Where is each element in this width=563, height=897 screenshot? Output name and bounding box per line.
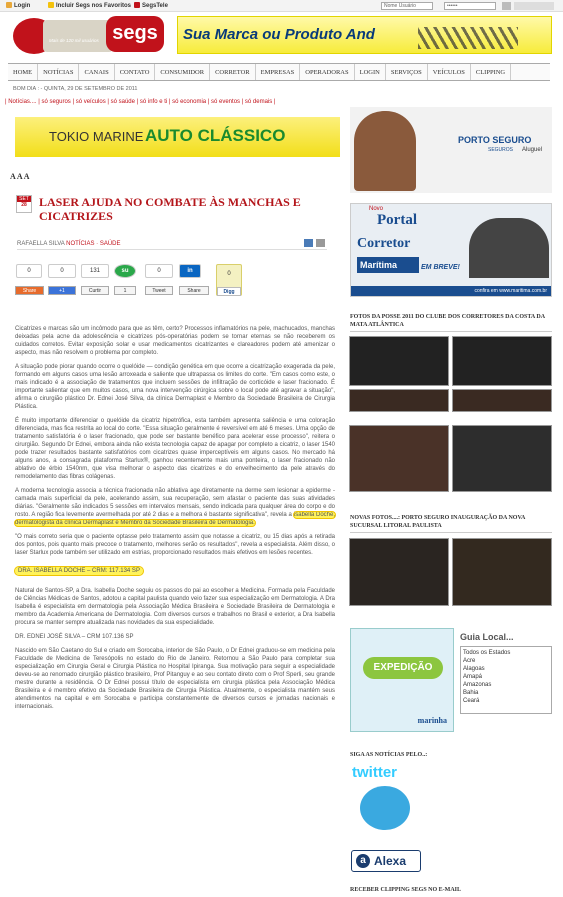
event-photo[interactable]	[452, 336, 552, 386]
twitter-bird-icon[interactable]	[360, 786, 410, 830]
tv-icon	[134, 2, 140, 8]
paragraph: "O mais correto seria que o paciente optasse pelo tratamento assim que notasse a cicatriz, ou 15 dias após a retirada dos pontos, pois quanto mais precoce o tratamento, melhores serão os resultados", revela a especialista. Além disso, o laser Starlux pode também ser utilizado em estrias, proporcionado resultados mais efetivos em lesões recentes.	[15, 534, 335, 556]
event-photo[interactable]	[452, 425, 552, 492]
logo-text: segs	[106, 16, 164, 52]
paragraph: A situação pode piorar quando ocorre o quelóide — condição genética em que ocorre a cicatrização exagerada da pele, formando em alguns casos uma lesão arroxeada e saliente que ultrapassa os limites do corte. "Em casos como este, o mais indicado é a associação de tratamentos que incluem sessões de infiltração de corticóide e laser fracionado. É importante salientar que em muitos casos, uma nova intervenção cirúrgica sobre o local pode até agravar a situação", afirma o cirurgião plástico Dr. Ednei José Silva, da clínica Dermaplast e Membro da Sociedade Brasileira de Cirurgia Plástica.	[15, 364, 335, 410]
guia-local: Guia Local... Todos os Estados Acre Alagoas Amapá Amazonas Bahia Ceará	[460, 632, 552, 714]
nav-servicos[interactable]: SERVIÇOS	[386, 64, 428, 80]
date-calendar-icon: SET 28	[16, 195, 32, 213]
article-body	[15, 325, 335, 717]
photos-heading-1[interactable]: FOTOS DA POSSE 2011 DO CLUBE DOS CORRETORES DA COSTA DA MATA ATLÂNTICA	[350, 313, 552, 332]
tokio-marine-ad[interactable]	[15, 117, 340, 157]
share-count-2: 0	[48, 264, 76, 278]
font-size-controls[interactable]: A A A	[10, 172, 30, 181]
segs-logo[interactable]	[13, 14, 167, 58]
login-go-button[interactable]	[502, 2, 511, 10]
ad-man-photo	[469, 218, 549, 278]
paragraph: A moderna tecnologia associa a técnica fracionada não ablativa age diretamente na derme sem lesionar a epiderme - camada mais superficial da pele, acelerando assim, sua recuperação, sem afastar o paciente das suas atividades diárias. "Geralmente são indicados 5 sessões em intervalos mensais, sendo indicada para qualquer área do corpo e do rosto. A região fica levemente avermelhada por até 2 dias e a melhora é bastante significativa", revela a Isabella Doche, dermatologista da clínica Dermaplast e Membro da Sociedade Brasileira de Dermatologia.	[15, 488, 336, 526]
crm-ednei: DR. EDNEI JOSÉ SILVA – CRM 107.136 SP	[15, 634, 134, 640]
paragraph: É muito importante diferenciar o quelóide da cicatriz hipetrófica, esta também apresenta saliência e uma coloração diferenciada, mas fica restrita ao local do corte. "Essa situação geralmente é reversível em até 6 meses. Uma opção de tratamento satisfatória é o laser fracionado, que pode ser bastante benéfico para acelerar esse processo", reitera o cirurgião. Segundo Dr Ednei, embora ainda não exista tecnologia capaz de apagar por completo a cicatriz, o laser 1540 pode trazer resultados bastante satisfatórios com cicatrizes quase imperceptíveis em alguns casos. No mercado há alguns anos, a consagrada plataforma Starlux®, ganhou recentemente mais uma ponteira, o laser fracionado não ablativo de érbio 1540nm, que visa melhorar o aspecto das cicatrizes e do envelhecimento da pele através do remodelamento das fibras colágenas.	[15, 418, 335, 480]
top-ad-banner[interactable]	[177, 16, 552, 54]
paragraph: Cicatrizes e marcas são um incômodo para que as têm, certo? Processos inflamatórios na pele, machucados, manchas deixadas pela acne da adolescência e cicatrizes pós-operatórias podem se tornar eternas se não receberem os cuidados corretos. Evitar exposição solar e usar medicamentos cicatrizantes e clareadores podem até amenizar o aspecto, mas não resolvem o problema por completo.	[15, 326, 335, 356]
byline	[17, 241, 327, 250]
nav-login[interactable]: LOGIN	[355, 64, 386, 80]
nav-corretor[interactable]: CORRETOR	[210, 64, 256, 80]
nav-canais[interactable]: CANAIS	[79, 64, 114, 80]
maritima-portal-ad[interactable]: Novo Portal Corretor Marítima EM BREVE! confira em www.maritima.com.br	[350, 203, 552, 297]
alexa-icon: a	[356, 854, 370, 868]
event-photo[interactable]	[349, 336, 449, 386]
star-icon	[48, 2, 54, 8]
nav-clipping[interactable]: CLIPPING	[471, 64, 511, 80]
nav-noticias[interactable]: NOTÍCIAS	[38, 64, 79, 80]
register-button[interactable]	[514, 2, 554, 10]
stumble-count: 1	[114, 286, 136, 295]
segstele-link[interactable]: SegsTele	[134, 0, 168, 12]
stumbleupon-icon[interactable]: su	[114, 264, 136, 278]
share-count-1: 0	[16, 264, 42, 278]
nav-veiculos[interactable]: VEÍCULOS	[428, 64, 471, 80]
paragraph-isabella: Natural de Santos-SP, a Dra. Isabella Doche seguiu os passos do pai ao escolher a Medicina. Formada pela Faculdade de Ciências Médicas de Santos, adotou a capital paulista quando veio fazer sua especialização em Dermatologia. A Dra Isabella é especialista em dermatologia pela Associação Médica Brasileira e Sociedade Brasileira de Dermatologia e membro da Academia Americana de Dermatologia. Com diversos cursos e trabalhos no Brasil e exterior, a Dra Isabella procura se manter sempre atualizada nas novidades da sua especialidade.	[15, 588, 335, 626]
logo-tagline: Mais de 120 mil usuários	[43, 20, 113, 52]
share-button[interactable]: Share	[15, 286, 44, 295]
email-icon[interactable]	[304, 239, 313, 247]
category-links[interactable]: | Notícias.... | só seguros | só veículos | só saúde | só info e ti | só economia | só eventos | só demais |	[5, 99, 276, 105]
crm-isabella: DRA. ISABELLA DOCHE – CRM: 117.134 SP	[15, 567, 143, 575]
like-count: 131	[81, 264, 109, 278]
nav-home[interactable]: HOME	[8, 64, 38, 80]
banner-text: Sua Marca ou Produto And	[183, 26, 375, 43]
favorites-link[interactable]: Incluir Segs nos Favoritos	[48, 0, 131, 12]
linkedin-share-button[interactable]: Share	[179, 286, 209, 295]
author: RAFAELLA SILVA	[17, 241, 65, 247]
event-photo[interactable]	[452, 538, 552, 606]
nav-empresas[interactable]: EMPRESAS	[256, 64, 301, 80]
nav-operadoras[interactable]: OPERADORAS	[300, 64, 354, 80]
porto-logo: PORTO SEGURO	[458, 135, 532, 145]
digg-button[interactable]: Digg	[217, 287, 241, 296]
banner-graphic	[418, 27, 518, 49]
state-select-list[interactable]: Todos os Estados Acre Alagoas Amapá Amazonas Bahia Ceará	[460, 646, 552, 714]
alexa-badge[interactable]: a Alexa	[351, 850, 421, 872]
gplus-button[interactable]: +1	[48, 286, 76, 295]
porto-seguro-ad[interactable]: PORTO SEGURO SEGUROS Aluguel	[350, 107, 552, 193]
follow-heading: SIGA AS NOTÍCIAS PELO..:	[350, 752, 428, 758]
twitter-logo[interactable]: twitter	[352, 764, 397, 781]
lock-icon	[6, 2, 12, 8]
nav-consumidor[interactable]: CONSUMIDOR	[155, 64, 210, 80]
expedicao-ad[interactable]: EXPEDIÇÃO marinha	[350, 628, 454, 732]
main-nav	[8, 63, 550, 81]
username-field[interactable]: Nome Usuário	[381, 2, 433, 10]
article-title: LASER AJUDA NO COMBATE ÀS MANCHAS E CICATRIZES	[39, 195, 301, 223]
event-photo[interactable]	[349, 389, 449, 412]
facebook-like-button[interactable]: Curtir	[81, 286, 109, 295]
clipping-heading: RECEBER CLIPPING SEGS NO E-MAIL	[350, 887, 462, 893]
photos-heading-2[interactable]: NOVAS FOTOS....: PORTO SEGURO INAUGURAÇÃO DA NOVA SUCURSAL LITORAL PAULISTA	[350, 514, 552, 533]
nav-contato[interactable]: CONTATO	[115, 64, 156, 80]
event-photo[interactable]	[452, 389, 552, 412]
print-icon[interactable]	[316, 239, 325, 247]
password-field[interactable]: ••••••	[444, 2, 496, 10]
event-photo[interactable]	[349, 425, 449, 492]
date-line: BOM DIA : - QUINTA, 29 DE SETEMBRO DE 2011	[13, 86, 138, 92]
digg-count: 0	[216, 264, 242, 296]
login-link[interactable]: Login	[6, 0, 30, 12]
top-bar	[0, 0, 563, 12]
paragraph-ednei: Nascido em São Caetano do Sul e criado em Sorocaba, interior de São Paulo, o Dr Ednei graduou-se em medicina pela Faculdade de Medicina de Teresópolis no estado do Rio de Janeiro. Retornou a São Paulo para completar sua especialização em Cirurgia Geral e Cirurgia Plástica no Hospital Ipiranga. Sua motivação para seguir a especialidade deveu-se ao renomado cirurgião plástico brasileiro, Prof Pitanguy e ao seu contato direto com o Prof Sperli, seu grande mestre durante a residência. O Dr Ednei possui título de especialista em cirurgia plástica pela Associação Médica Brasileira e é membro efetivo da Sociedade Brasileira de Cirurgia Plástica. Atualmente, o especialista mantém seus atendimentos na capital e em Sorocaba e participa constantemente de diversos cursos e jornadas nacionais e internacionais.	[15, 648, 335, 710]
ad-woman-photo	[354, 111, 416, 191]
ad-title: AUTO CLÁSSICO	[145, 126, 286, 145]
ad-brand: TOKIO MARINE	[49, 129, 144, 144]
tweet-button[interactable]: Tweet	[145, 286, 173, 295]
event-photo[interactable]	[349, 538, 449, 606]
highlighted-text: Isabella Doche, dermatologista da clínica Dermaplast e Membro da Sociedade Brasileira de Dermatologia.	[15, 512, 336, 526]
section-link[interactable]: NOTÍCIAS · SAÚDE	[66, 241, 121, 247]
linkedin-icon[interactable]: in	[179, 264, 201, 278]
tweet-count: 0	[145, 264, 173, 278]
